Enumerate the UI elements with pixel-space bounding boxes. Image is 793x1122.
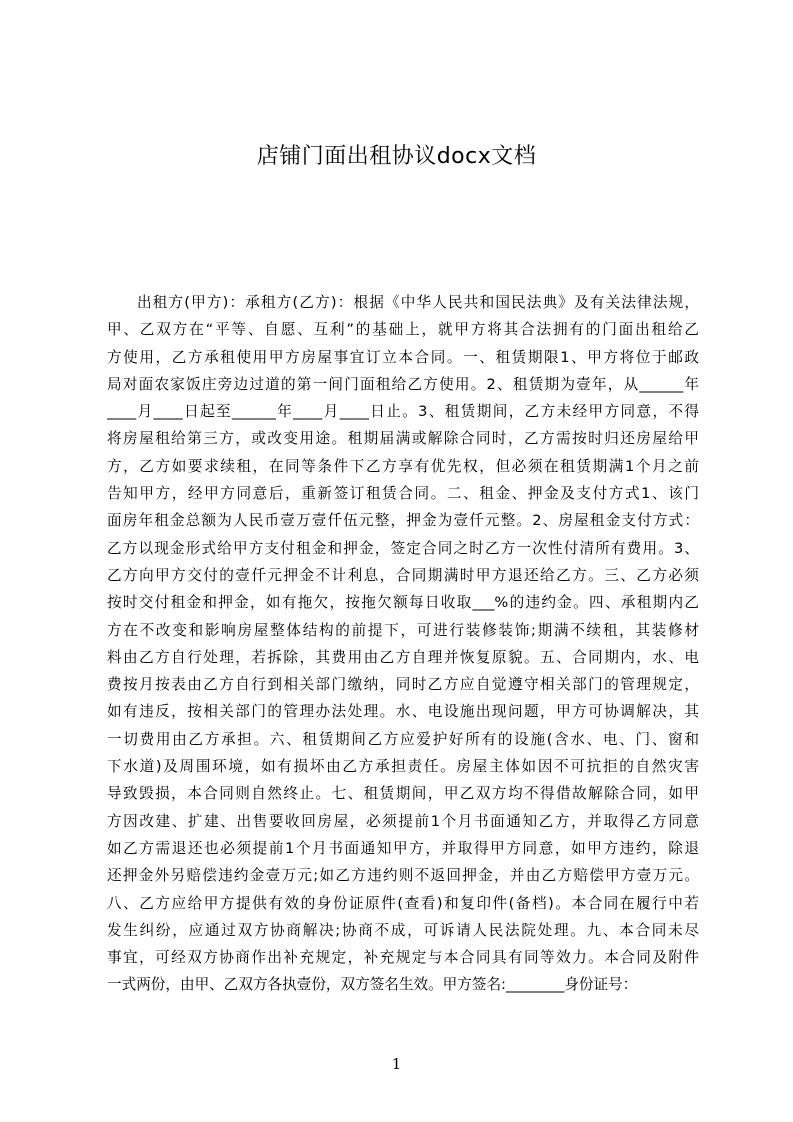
body-line: 下水道)及周围环境，如有损坏由乙方承担责任。房屋主体如因不可抗拒的自然灾害 xyxy=(107,758,699,776)
body-line: 方使用，乙方承租使用甲方房屋事宜订立本合同。一、租赁期限1、甲方将位于邮政 xyxy=(107,348,699,366)
body-line: 将房屋租给第三方，或改变用途。租期届满或解除合同时，乙方需按时归还房屋给甲 xyxy=(107,430,699,448)
body-line: 告知甲方，经甲方同意后，重新签订租赁合同。二、租金、押金及支付方式1、该门 xyxy=(107,485,699,503)
body-line: 乙方向甲方交付的壹仟元押金不计利息，合同期满时甲方退还给乙方。三、乙方必须 xyxy=(107,566,699,584)
document-body xyxy=(107,289,699,999)
body-line: 按时交付租金和押金，如有拖欠，按拖欠额每日收取___%的违约金。四、承租期内乙 xyxy=(107,594,699,612)
body-line: 如乙方需退还也必须提前1个月书面通知甲方，并取得甲方同意，如甲方违约，除退 xyxy=(107,839,699,857)
body-line: 导致毁损，本合同则自然终止。七、租赁期间，甲乙双方均不得借故解除合同，如甲 xyxy=(107,785,699,803)
body-line: 还押金外另赔偿违约金壹万元;如乙方违约则不返回押金，并由乙方赔偿甲方壹万元。 xyxy=(107,867,699,885)
body-line: 事宜，可经双方协商作出补充规定，补充规定与本合同具有同等效力。本合同及附件 xyxy=(107,949,699,967)
body-line: 出租方(甲方)：承租方(乙方)：根据《中华人民共和国民法典》及有关法律法规， xyxy=(137,294,699,311)
body-line: 一式两份，由甲、乙双方各执壹份，双方签名生效。甲方签名:________身份证号： xyxy=(107,976,638,994)
body-line: 八、乙方应给甲方提供有效的身份证原件(查看)和复印件(备档)。本合同在履行中若 xyxy=(107,894,699,912)
body-line: 费按月按表由乙方自行到相关部门缴纳，同时乙方应自觉遵守相关部门的管理规定， xyxy=(107,676,699,694)
body-line: 面房年租金总额为人民币壹万壹仟伍元整，押金为壹仟元整。2、房屋租金支付方式： xyxy=(107,512,699,530)
body-line: 方因改建、扩建、出售要收回房屋，必须提前1个月书面通知乙方，并取得乙方同意 xyxy=(107,812,699,830)
body-line: 乙方以现金形式给甲方支付租金和押金，签定合同之时乙方一次性付清所有费用。3、 xyxy=(107,539,699,557)
body-line: 方，乙方如要求续租，在同等条件下乙方享有优先权，但必须在租赁期满1个月之前 xyxy=(107,457,699,475)
body-line: 发生纠纷，应通过双方协商解决;协商不成，可诉请人民法院处理。九、本合同未尽 xyxy=(107,921,699,939)
body-line: 料由乙方自行处理，若拆除，其费用由乙方自理并恢复原貌。五、合同期内，水、电 xyxy=(107,648,699,666)
body-line: 如有违反，按相关部门的管理办法处理。水、电设施出现问题，甲方可协调解决，其 xyxy=(107,703,699,721)
body-line: 一切费用由乙方承担。六、租赁期间乙方应爱护好所有的设施(含水、电、门、窗和 xyxy=(107,730,699,748)
body-line: 局对面农家饭庄旁边过道的第一间门面租给乙方使用。2、租赁期为壹年，从______年 xyxy=(107,375,699,393)
body-line: 甲、乙双方在“平等、自愿、互利”的基础上，就甲方将其合法拥有的门面出租给乙 xyxy=(107,321,699,339)
body-line: 方在不改变和影响房屋整体结构的前提下，可进行装修装饰;期满不续租，其装修材 xyxy=(107,621,699,639)
body-line: ____月____日起至______年____月____日止。3、租赁期间，乙方未经甲方同意，不得 xyxy=(107,403,699,421)
page-number: 1 xyxy=(391,1055,402,1073)
document-title: 店铺门面出租协议docx文档 xyxy=(256,144,537,169)
